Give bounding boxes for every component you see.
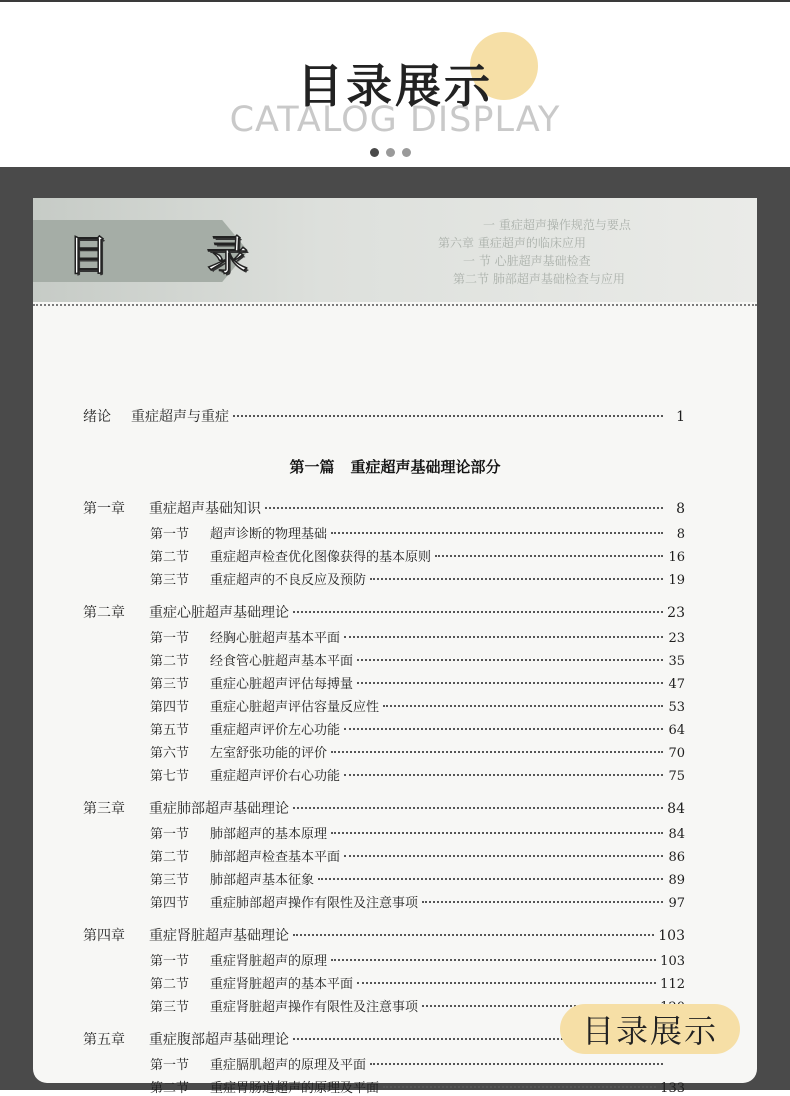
toc-page-number: 16: [668, 550, 685, 565]
toc-number: 第三节: [150, 1000, 190, 1015]
dot-leader: [233, 415, 663, 417]
toc-page-number: 86: [668, 850, 685, 865]
toc-title: 经胸心脏超声基本平面: [210, 631, 341, 646]
toc-number: 第五节: [150, 723, 190, 738]
toc-heading: 目 录: [67, 231, 291, 280]
toc-number: 第一节: [150, 527, 190, 542]
toc-page-number: 64: [668, 723, 685, 738]
toc-section-row: [150, 892, 685, 911]
toc-chapter-row: [83, 498, 685, 518]
toc-number: 第一节: [150, 1058, 190, 1073]
toc-title: 重症超声与重症: [131, 409, 229, 425]
toc-chapter-row: [83, 602, 685, 622]
page-title: 目录展示: [297, 59, 493, 113]
toc-page-number: 103: [660, 954, 685, 969]
toc-number: 绪论: [83, 409, 111, 425]
toc-section-row: [150, 846, 685, 865]
toc-title: 重症心脏超声评估每搏量: [210, 677, 354, 692]
toc-page-number: 35: [668, 654, 685, 669]
toc-page-number: 89: [668, 873, 685, 888]
part-name: 重症超声基础理论部分: [350, 458, 501, 476]
toc-number: 第二节: [150, 850, 190, 865]
toc-number: 第二节: [150, 550, 190, 565]
toc-number: 第二节: [150, 977, 190, 992]
toc-page-number: 75: [668, 769, 685, 784]
toc-title: 超声诊断的物理基础: [210, 527, 328, 542]
toc-title: 重症腹部超声基础理论: [149, 1032, 289, 1048]
dot-leader: [357, 682, 663, 684]
toc-title: 肺部超声检查基本平面: [210, 850, 341, 865]
toc-page-number: 8: [676, 501, 685, 517]
book-page-photo: [33, 198, 757, 1096]
toc-page-number: 70: [668, 746, 685, 761]
toc-number: 第四章: [83, 928, 125, 944]
page-banner: 一 重症超声操作规范与要点 第六章 重症超声的临床应用 一 节 心脏超声基础检查 第二节 肺部超声基础检查与应用: [33, 198, 757, 302]
page-subtitle: CATALOG DISPLAY: [229, 100, 561, 140]
toc-section-row: [150, 1077, 685, 1096]
toc-section-row: [150, 673, 685, 692]
toc-section-row: [150, 950, 685, 969]
toc-section-row: [150, 650, 685, 669]
toc-section-row: [150, 719, 685, 738]
toc-number: 第一节: [150, 954, 190, 969]
toc-title: 重症膈肌超声的原理及平面: [210, 1058, 367, 1073]
toc-title: 重症肺部超声基础理论: [149, 801, 289, 817]
toc-page-number: 1: [676, 409, 685, 425]
toc-page-number: 19: [668, 573, 685, 588]
dot-leader: [318, 878, 663, 880]
toc-title: 重症肺部超声操作有限性及注意事项: [210, 896, 419, 911]
toc-title: 重症胃肠道超声的原理及平面: [210, 1081, 380, 1096]
dot-leader: [331, 832, 663, 834]
toc-page-number: 8: [676, 527, 685, 542]
toc-page-number: 84: [667, 801, 685, 817]
toc-chapter-row: [83, 798, 685, 818]
catalog-badge: 目录展示: [560, 1004, 740, 1054]
toc-title: 重症肾脏超声操作有限性及注意事项: [210, 1000, 419, 1015]
dot-leader: [293, 934, 654, 936]
toc-number: 第七节: [150, 769, 190, 784]
toc-title: 肺部超声的基本原理: [210, 827, 328, 842]
toc-number: 第三章: [83, 801, 125, 817]
toc-title: 重症心脏超声评估容量反应性: [210, 700, 380, 715]
toc-page-number: 133: [660, 1081, 685, 1096]
toc-section-row: [150, 569, 685, 588]
toc-number: 第六节: [150, 746, 190, 761]
toc-number: 第四节: [150, 700, 190, 715]
dotted-divider: [33, 304, 757, 306]
toc-number: 第三节: [150, 573, 190, 588]
toc-number: 第三节: [150, 677, 190, 692]
toc-page-number: 84: [668, 827, 685, 842]
dot-leader: [344, 855, 663, 857]
toc-title: 重症心脏超声基础理论: [149, 605, 289, 621]
dot-leader: [344, 728, 663, 730]
dot-leader: [357, 982, 656, 984]
toc-section-row: [150, 973, 685, 992]
toc-section-row: [150, 546, 685, 565]
dot-leader: [344, 774, 663, 776]
part-title: [33, 456, 757, 477]
dot-leader: [383, 705, 663, 707]
dot-leader: [293, 807, 663, 809]
toc-page-number: 97: [668, 896, 685, 911]
dot-leader: [357, 659, 663, 661]
toc-title: 重症肾脏超声基础理论: [149, 928, 289, 944]
toc-number: 第二章: [83, 605, 125, 621]
toc-page-number: 53: [668, 700, 685, 715]
dot-leader: [435, 555, 663, 557]
toc-title: 经食管心脏超声基本平面: [210, 654, 354, 669]
toc-page-number: 23: [667, 605, 685, 621]
toc-section-row: [150, 523, 685, 542]
toc-section-row: [150, 823, 685, 842]
dot-leader: [422, 901, 663, 903]
toc-page-number: 47: [668, 677, 685, 692]
toc-chapter-row: [83, 406, 685, 426]
toc-section-row: [150, 696, 685, 715]
dot-leader: [344, 636, 663, 638]
toc-chapter-row: [83, 925, 685, 945]
toc-section-row: [150, 765, 685, 784]
dot-active[interactable]: [370, 148, 379, 157]
dot-leader: [293, 611, 663, 613]
catalog-header: [0, 2, 790, 167]
toc-section-row: [150, 1054, 685, 1073]
toc-title: 重症肾脏超声的原理: [210, 954, 328, 969]
dot-leader: [331, 751, 663, 753]
dot[interactable]: [402, 148, 411, 157]
toc-page-number: 23: [668, 631, 685, 646]
toc-section-row: [150, 627, 685, 646]
toc-number: 第三节: [150, 873, 190, 888]
dot-leader: [383, 1086, 656, 1088]
toc-title: 肺部超声基本征象: [210, 873, 315, 888]
dot-leader: [331, 959, 656, 961]
dot[interactable]: [386, 148, 395, 157]
dot-leader: [265, 507, 663, 509]
toc-title: 重症超声检查优化图像获得的基本原则: [210, 550, 432, 565]
toc-number: 第一节: [150, 631, 190, 646]
dot-leader: [370, 578, 663, 580]
pagination-dots: [370, 142, 418, 161]
part-number: 第一篇: [289, 458, 335, 476]
toc-title: 重症超声评价左心功能: [210, 723, 341, 738]
toc-section-row: [150, 869, 685, 888]
toc-number: 第二节: [150, 1081, 190, 1096]
toc-number: 第一节: [150, 827, 190, 842]
toc-number: 第一章: [83, 501, 125, 517]
dot-leader: [331, 532, 663, 534]
toc-page-number: 112: [660, 977, 685, 992]
toc-title: 重症肾脏超声的基本平面: [210, 977, 354, 992]
toc-title: 左室舒张功能的评价: [210, 746, 328, 761]
toc-section-row: [150, 742, 685, 761]
toc-title: 重症超声的不良反应及预防: [210, 573, 367, 588]
toc-title: 重症超声基础知识: [149, 501, 261, 517]
toc-number: 第五章: [83, 1032, 125, 1048]
toc-number: 第二节: [150, 654, 190, 669]
toc-page-number: 103: [658, 928, 685, 944]
dot-leader: [370, 1063, 663, 1065]
toc-number: 第四节: [150, 896, 190, 911]
toc-title: 重症超声评价右心功能: [210, 769, 341, 784]
